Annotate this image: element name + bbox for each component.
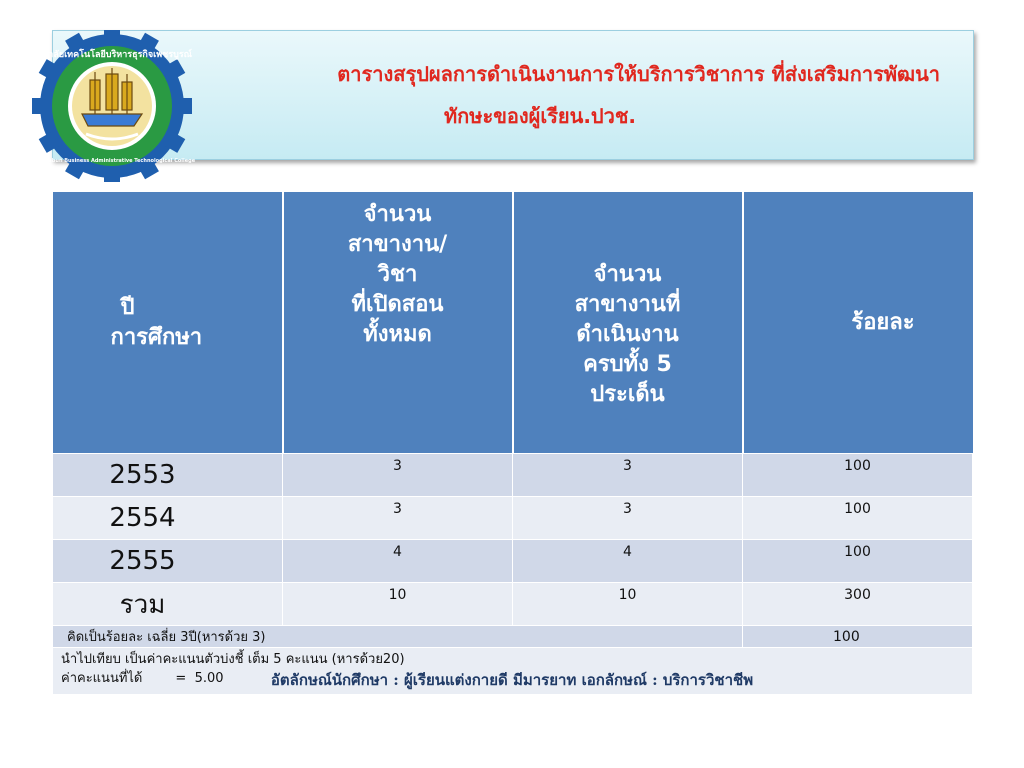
- cell-year: 2555: [53, 540, 283, 583]
- header-percent: ร้อยละ: [743, 192, 973, 454]
- table-row-average: [53, 626, 973, 648]
- header-completed-programs: จำนวน สาขางานที่ ดำเนินงาน ครบทั้ง 5 ประเด็น: [513, 192, 743, 454]
- cell-percent: 100: [743, 540, 973, 583]
- cell-done: 3: [513, 497, 743, 540]
- logo-bottom-text: Phetchabun Business Administrative Technological College: [28, 158, 196, 164]
- cell-done: 10: [513, 583, 743, 626]
- average-value: 100: [743, 626, 973, 648]
- cell-total: 3: [283, 454, 513, 497]
- cell-done: 4: [513, 540, 743, 583]
- page-title-line2: ทักษะของผู้เรียน.ปวช.: [443, 104, 637, 128]
- table-row: [53, 497, 973, 540]
- footer-identity: อัตลักษณ์นักศึกษา : ผู้เรียนแต่งกายดี มีมารยาท เอกลักษณ์ : บริการวิชาชีพ: [270, 671, 754, 689]
- header-total-programs: จำนวน สาขางาน/ วิชา ที่เปิดสอน ทั้งหมด: [283, 192, 513, 454]
- cell-percent: 100: [743, 454, 973, 497]
- cell-done: 3: [513, 454, 743, 497]
- college-logo: [22, 30, 202, 182]
- average-label: คิดเป็นร้อยละ เฉลี่ย 3ปี(หารด้วย 3): [53, 626, 743, 648]
- table-header-row: [53, 192, 973, 454]
- cell-year: 2554: [53, 497, 283, 540]
- cell-total: 10: [283, 583, 513, 626]
- cell-year: 2553: [53, 454, 283, 497]
- logo-ring-text: วิทยาลัยเทคโนโลยีบริหารธุรกิจเพชรบูรณ์: [31, 50, 193, 60]
- cell-percent: 300: [743, 583, 973, 626]
- page-title-line1: ตารางสรุปผลการดำเนินงานการให้บริการวิชาการ ที่ส่งเสริมการพัฒนา: [337, 62, 940, 86]
- cell-total-label: รวม: [53, 583, 283, 626]
- score-line: ค่าคะแนนที่ได้ = 5.00: [61, 671, 224, 686]
- cell-percent: 100: [743, 497, 973, 540]
- table-row: [53, 540, 973, 583]
- table-row-total: [53, 583, 973, 626]
- summary-table: [52, 192, 973, 695]
- cell-total: 3: [283, 497, 513, 540]
- header-year: ปี การศึกษา: [53, 192, 283, 454]
- table-row: [53, 454, 973, 497]
- cell-total: 4: [283, 540, 513, 583]
- compare-line: นำไปเทียบ เป็นค่าคะแนนตัวบ่งชี้ เต็ม 5 คะแนน (หารด้วย20): [61, 652, 405, 667]
